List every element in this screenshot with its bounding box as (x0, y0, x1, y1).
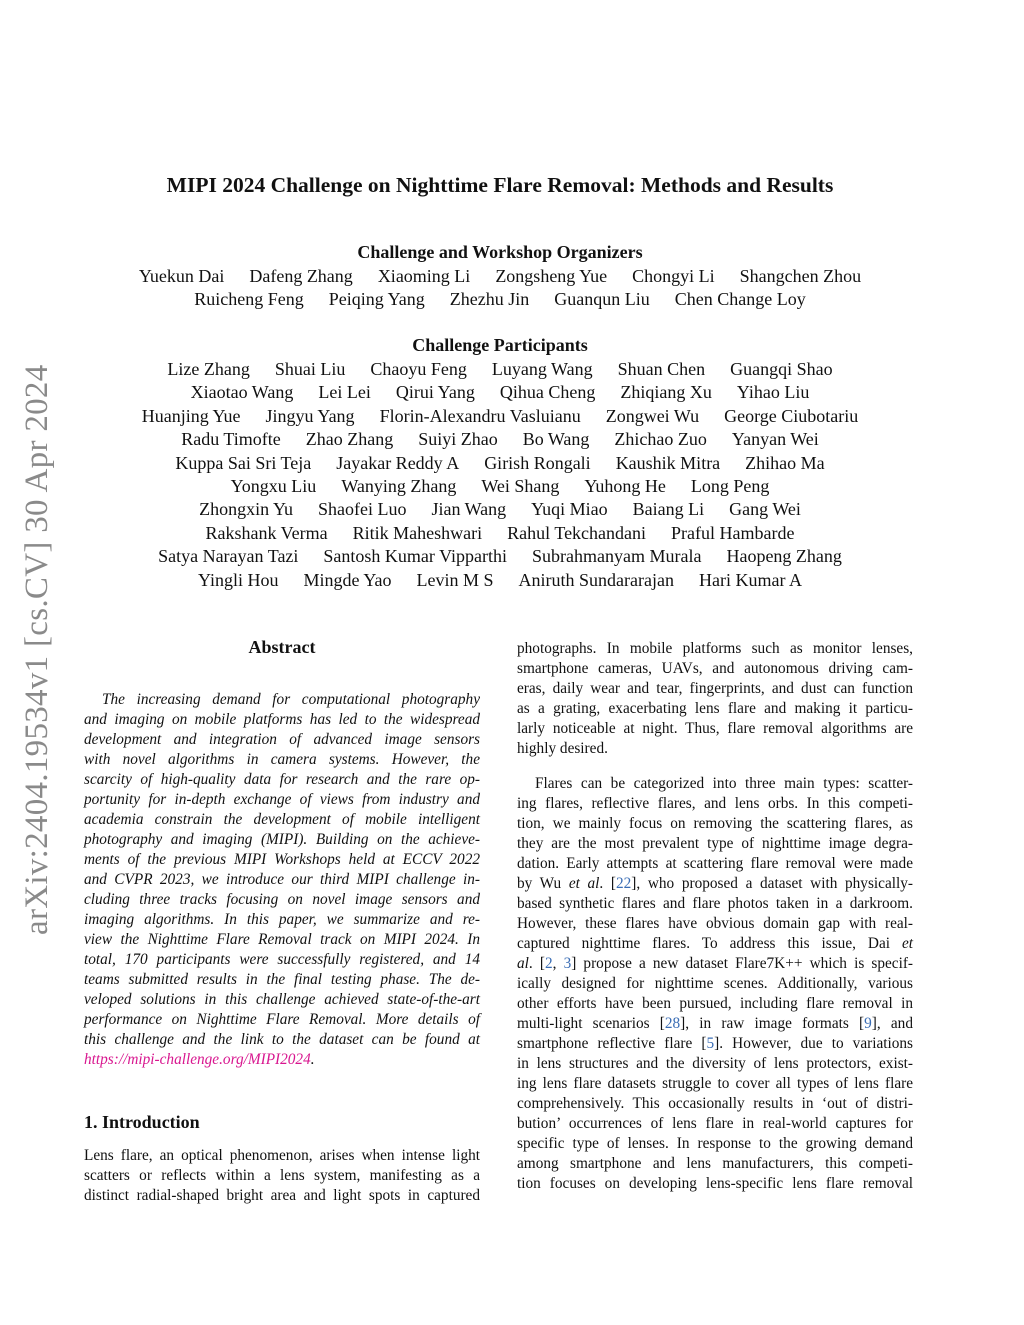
text-line (517, 934, 913, 954)
author-row (0, 498, 1000, 522)
citation-link[interactable]: 28 (664, 1015, 681, 1032)
text-line (517, 1034, 913, 1054)
author-name: Subrahmanyam Murala (532, 546, 702, 567)
text-line: scarcity of high-quality data for research and the rare op- (84, 771, 480, 788)
text-line: Lens flare, an optical phenomenon, arises when intense light (84, 1147, 480, 1164)
organizers-heading: Challenge and Workshop Organizers (357, 242, 643, 262)
author-row (0, 288, 1000, 312)
author-name: Qihua Cheng (499, 382, 596, 403)
citation-link[interactable]: 22 (615, 875, 632, 892)
text-span: et al (568, 875, 600, 892)
text-line: Flares can be categorized into three main types: scatter- (535, 775, 913, 792)
author-name: Shangchen Zhou (739, 266, 862, 286)
text-line: and CVPR 2023, we introduce our third MIPI challenge in- (84, 871, 480, 888)
author-name: Gang Wei (729, 499, 801, 520)
author-row (0, 358, 1000, 382)
author-name: Zhichao Zuo (614, 429, 707, 450)
author-name: Satya Narayan Tazi (158, 546, 299, 567)
text-span: . [ (599, 875, 616, 892)
text-line: teams submitted results in the final testing phase. The de- (84, 971, 480, 988)
text-line: distinct radial-shaped bright area and light spots in captured (84, 1187, 480, 1204)
text-line: based synthetic flares and flare photos taken in a darkroom. (517, 895, 913, 912)
text-span: . (310, 1051, 315, 1068)
text-span: captured nighttime flares. To address this issue, Dai (517, 935, 902, 952)
citation-link[interactable]: 9 (864, 1015, 872, 1032)
citation-link[interactable]: 5 (706, 1035, 715, 1052)
arxiv-stamp: arXiv:2404.19534v1 [cs.CV] 30 Apr 2024 (19, 364, 55, 935)
author-name: Yuekun Dai (138, 266, 225, 286)
author-name: Wanying Zhang (341, 476, 457, 496)
text-line: as a grating, exacerbating lens flare and making it particu- (517, 700, 913, 717)
text-line: in lens structures and the diversity of lens protectors, exist- (517, 1055, 913, 1072)
author-row (0, 381, 1000, 405)
text-line (517, 954, 913, 974)
url-link[interactable]: https://mipi-challenge.org/MIPI2024 (84, 1051, 311, 1068)
introduction-heading: 1. Introduction (84, 1112, 200, 1132)
author-name: Lize Zhang (167, 359, 250, 379)
author-name: Xiaoming Li (377, 266, 471, 286)
text-line: view the Nighttime Flare Removal track on MIPI 2024. In (84, 931, 480, 948)
text-line: comprehensively. This occasionally results in ‘out of distri- (517, 1095, 913, 1112)
text-line: among smartphone and lens manufacturers, this competi- (517, 1155, 913, 1172)
text-line: ing flares, reflective flares, and lens orbs. In this competi- (517, 795, 913, 812)
text-line: smartphone cameras, UAVs, and autonomous driving cam- (517, 660, 913, 677)
author-name: Shuan Chen (617, 359, 706, 379)
paragraph (517, 774, 913, 1194)
text-line: they are the most prevalent type of nighttime image degra- (517, 835, 913, 852)
text-span: al (517, 955, 529, 972)
text-line: specific type of lenses. In response to the growing demand (517, 1135, 913, 1152)
citation-link[interactable]: 3 (563, 955, 572, 972)
abstract-heading: Abstract (248, 637, 316, 657)
text-line: this challenge and the link to the dataset can be found at (84, 1031, 480, 1048)
text-span: et (901, 935, 913, 952)
author-name: Shuai Liu (274, 359, 346, 379)
text-line: with novel algorithms in camera systems. However, the (84, 751, 480, 768)
left-column (84, 637, 480, 1206)
abstract-body (84, 690, 480, 1070)
author-name: Aniruth Sundararajan (518, 569, 674, 590)
author-name: Chen Change Loy (674, 289, 806, 310)
author-name: Zhihao Ma (745, 452, 825, 473)
author-name: Rakshank Verma (205, 522, 328, 543)
author-row (0, 522, 1000, 546)
citation-link[interactable]: 2 (544, 955, 553, 972)
author-name: Zhao Zhang (305, 429, 394, 450)
text-line: photographs. In mobile platforms such as monitor lenses, (517, 640, 913, 657)
author-name: Yingli Hou (198, 569, 279, 590)
text-line: ically designed for nighttime scenes. Additionally, various (517, 975, 913, 992)
author-name: George Ciubotariu (724, 405, 859, 426)
author-name: Santosh Kumar Vipparthi (323, 546, 507, 567)
text-line: and imaging on mobile platforms has led to the widespread (84, 711, 480, 728)
text-span: . [ (528, 955, 545, 972)
author-name: Zhongxin Yu (199, 499, 293, 520)
text-line: development and integration of advanced image sensors (84, 731, 480, 748)
author-name: Chongyi Li (632, 266, 715, 286)
text-span: by Wu (517, 875, 569, 892)
paper-title: MIPI 2024 Challenge on Nighttime Flare Removal: Methods and Results (166, 173, 834, 197)
author-name: Jian Wang (431, 499, 507, 520)
text-line (517, 1014, 913, 1034)
author-row (0, 475, 1000, 499)
author-row (0, 545, 1000, 569)
text-line: imaging algorithms. In this paper, we summarize and re- (84, 911, 480, 928)
text-line: dation. Early attempts at scattering flare removal were made (517, 855, 913, 872)
author-name: Suiyi Zhao (418, 429, 498, 450)
paragraph (517, 639, 913, 759)
introduction-body (84, 1146, 480, 1206)
text-span: , (552, 955, 564, 972)
text-line: The increasing demand for computational photography (102, 691, 480, 708)
author-name: Rahul Tekchandani (507, 522, 647, 543)
author-name: Qirui Yang (395, 382, 475, 403)
author-name: Guanqun Liu (554, 289, 650, 310)
text-span: ] propose a new dataset Flare7K++ which is specif- (571, 955, 914, 972)
text-line (84, 1050, 480, 1070)
author-name: Radu Timofte (181, 429, 281, 450)
text-line: tion, we mainly focus on removing the scattering flares, as (517, 815, 913, 832)
author-name: Zongsheng Yue (495, 266, 608, 286)
author-row (0, 452, 1000, 476)
author-name: Dafeng Zhang (249, 266, 353, 286)
text-span: smartphone reflective flare [ (517, 1035, 707, 1052)
right-column (517, 639, 913, 1194)
text-line: photography and imaging (MIPI). Building on the achieve- (84, 831, 480, 848)
author-name: Luyang Wang (491, 359, 593, 379)
text-line: highly desired. (517, 740, 608, 757)
text-span: ], and (871, 1015, 913, 1032)
author-name: Baiang Li (632, 499, 705, 520)
author-name: Yuhong He (584, 476, 666, 496)
author-name: Haopeng Zhang (726, 546, 842, 567)
author-name: Yongxu Liu (230, 476, 317, 496)
text-line: scatters or reflects within a lens system, manifesting as a (84, 1167, 480, 1184)
author-name: Girish Rongali (484, 452, 591, 473)
author-name: Jayakar Reddy A (336, 452, 460, 473)
author-name: Jingyu Yang (265, 405, 355, 426)
text-span: ], in raw image formats [ (680, 1015, 865, 1032)
author-name: Zhezhu Jin (449, 289, 530, 310)
author-name: Xiaotao Wang (190, 382, 294, 403)
author-name: Huanjing Yue (141, 405, 241, 426)
author-name: Levin M S (416, 569, 494, 590)
author-name: Florin-Alexandru Vasluianu (379, 405, 581, 426)
author-name: Mingde Yao (303, 569, 392, 590)
author-name: Zongwei Wu (605, 405, 700, 426)
author-name: Kuppa Sai Sri Teja (175, 452, 312, 473)
author-name: Chaoyu Feng (370, 359, 467, 379)
author-row (0, 428, 1000, 452)
text-line (517, 874, 913, 894)
author-name: Yanyan Wei (731, 429, 819, 450)
text-line: portunity for in-depth exchange of views from industry and (84, 791, 480, 808)
text-line: ments of the previous MIPI Workshops held at ECCV 2022 (84, 851, 480, 868)
text-line: academia constrain the development of mobile intelligent (84, 811, 480, 828)
participants-heading: Challenge Participants (412, 335, 588, 355)
author-row (0, 569, 1000, 593)
author-name: Bo Wang (522, 429, 590, 450)
author-name: Ritik Maheshwari (352, 522, 483, 543)
author-name: Guangqi Shao (730, 359, 833, 379)
text-line: larly noticeable at night. Thus, flare removal algorithms are (517, 720, 913, 737)
text-line: bution’ occurrences of lens flare in real-world captures for (517, 1115, 913, 1132)
author-name: Yuqi Miao (531, 499, 608, 520)
text-line: eras, daily wear and tear, fingerprints, and dust can function (517, 680, 913, 697)
author-name: Zhiqiang Xu (620, 382, 712, 403)
author-name: Yihao Liu (736, 382, 810, 403)
text-line: tion focuses on developing lens-specific lens flare removal (517, 1175, 913, 1192)
author-name: Shaofei Luo (317, 499, 407, 520)
text-span: ], who proposed a dataset with physically- (631, 875, 913, 892)
author-name: Long Peng (690, 476, 770, 496)
text-line: other efforts have been pursued, including flare removal in (517, 995, 913, 1012)
text-line: ing lens flare datasets struggle to cover all types of lens flare (517, 1075, 913, 1092)
text-span: multi-light scenarios [ (517, 1015, 665, 1032)
text-line: performance on Nighttime Flare Removal. More details of (84, 1011, 480, 1028)
author-name: Wei Shang (481, 476, 560, 496)
text-line: total, 170 participants were successfully registered, and 14 (84, 951, 480, 968)
author-name: Praful Hambarde (671, 522, 795, 543)
author-name: Kaushik Mitra (615, 452, 721, 473)
author-row (0, 405, 1000, 429)
text-line: veloped solutions in this challenge achieved state-of-the-art (84, 991, 480, 1008)
author-name: Ruicheng Feng (194, 289, 304, 310)
author-name: Peiqing Yang (328, 289, 425, 310)
text-span: ]. However, due to variations (714, 1035, 914, 1052)
author-name: Lei Lei (318, 382, 371, 403)
author-name: Hari Kumar A (699, 569, 802, 590)
text-line: cluding three tracks focusing on novel image sensors and (84, 891, 480, 908)
text-line: However, these flares have obvious domain gap with real- (517, 915, 913, 932)
author-row (0, 265, 1000, 289)
